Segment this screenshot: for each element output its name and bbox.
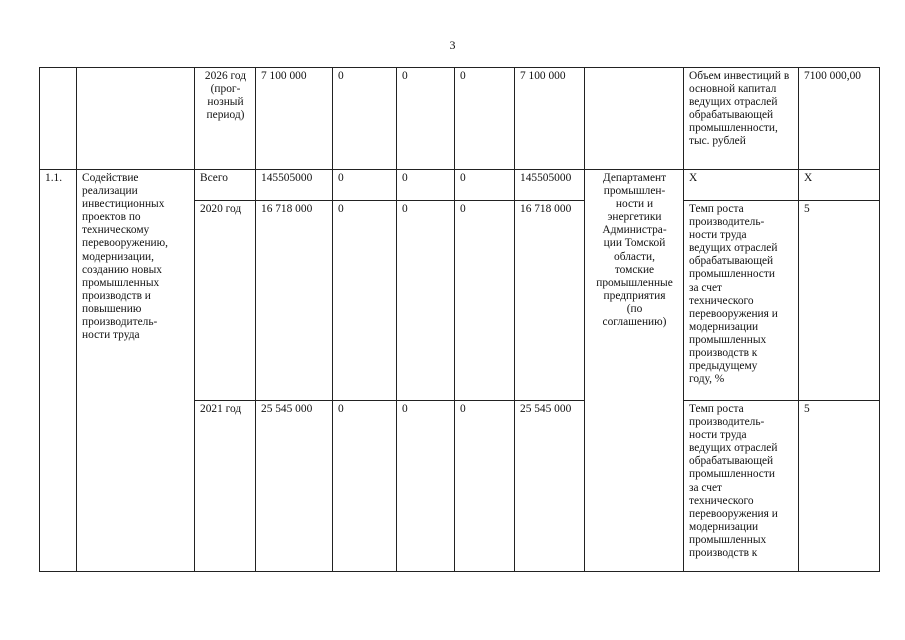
- cell-total: 16 718 000: [256, 201, 333, 401]
- cell-indicator: Х: [684, 170, 799, 201]
- cell-local: 0: [455, 401, 515, 572]
- cell-year: Всего: [195, 170, 256, 201]
- cell-indicator: Объем инвестиций в основной капитал ведущих отраслей обрабатывающей промышленности, тыс. рублей: [684, 68, 799, 170]
- cell-indicator: Темп роста производитель- ности труда ведущих отраслей обрабатывающей промышленности за счет технического перевооружения и модернизации промышленных производств к: [684, 401, 799, 572]
- cell-indicator-value: 5: [799, 201, 880, 401]
- cell-year: 2021 год: [195, 401, 256, 572]
- cell-measure-name: Содействие реализации инвестиционных проектов по техническому перевооружению, модернизации, созданию новых промышленных производств и повышению производитель- ности труда: [77, 170, 195, 572]
- cell-executor: [585, 68, 684, 170]
- cell-extrabudget: 25 545 000: [515, 401, 585, 572]
- cell-local: 0: [455, 201, 515, 401]
- cell-year: 2026 год (прог- нозный период): [195, 68, 256, 170]
- cell-extrabudget: 145505000: [515, 170, 585, 201]
- cell-number: [40, 68, 77, 170]
- cell-regional: 0: [397, 201, 455, 401]
- cell-regional: 0: [397, 170, 455, 201]
- page-number: 3: [449, 38, 456, 52]
- program-table: [39, 67, 880, 572]
- table-row-2026: [40, 68, 880, 170]
- cell-extrabudget: 16 718 000: [515, 201, 585, 401]
- cell-measure-name: [77, 68, 195, 170]
- cell-indicator: Темп роста производитель- ности труда ведущих отраслей обрабатывающей промышленности за счет технического перевооружения и модернизации промышленных производств к предыдущему году, %: [684, 201, 799, 401]
- cell-indicator-value: 5: [799, 401, 880, 572]
- cell-total: 7 100 000: [256, 68, 333, 170]
- cell-federal: 0: [333, 170, 397, 201]
- cell-local: 0: [455, 170, 515, 201]
- cell-regional: 0: [397, 68, 455, 170]
- cell-extrabudget: 7 100 000: [515, 68, 585, 170]
- cell-federal: 0: [333, 201, 397, 401]
- cell-total: 145505000: [256, 170, 333, 201]
- cell-indicator-value: Х: [799, 170, 880, 201]
- table-row-1-1-total: [40, 170, 880, 201]
- cell-total: 25 545 000: [256, 401, 333, 572]
- cell-year: 2020 год: [195, 201, 256, 401]
- cell-regional: 0: [397, 401, 455, 572]
- cell-local: 0: [455, 68, 515, 170]
- cell-indicator-value: 7100 000,00: [799, 68, 880, 170]
- cell-federal: 0: [333, 401, 397, 572]
- cell-number: 1.1.: [40, 170, 77, 572]
- cell-executor: Департамент промышлен- ности и энергетики Администра- ции Томской области, томские промышленные предприятия (по соглашению): [585, 170, 684, 572]
- cell-federal: 0: [333, 68, 397, 170]
